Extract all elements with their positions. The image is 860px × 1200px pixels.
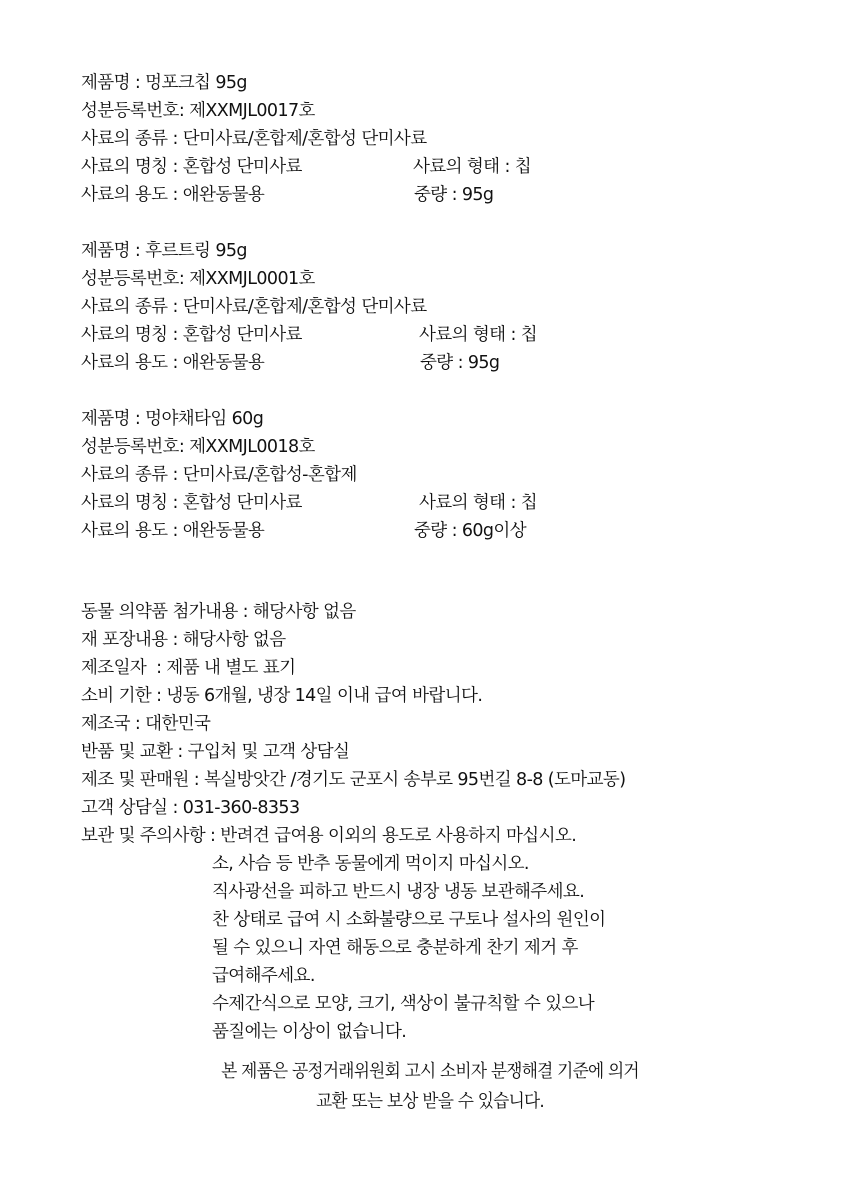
feed-use: 사료의 용도 : 애완동물용 [81, 353, 265, 373]
feed-title: 사료의 명칭 : 혼합성 단미사료 [81, 157, 302, 177]
notice-line: 교환 또는 보상 받을 수 있습니다. [315, 1091, 545, 1112]
product-name: 제품명 : 멍야채타임 60g [81, 409, 264, 429]
manufacturer-address: 제조 및 판매원 : 복실방앗간 /경기도 군포시 송부로 95번길 8-8 (도마교동) [81, 770, 626, 790]
product-name: 제품명 : 후르트링 95g [81, 241, 247, 261]
storage-cautions-heading: 보관 및 주의사항 : 반려견 급여용 이외의 용도로 사용하지 마십시오. [81, 826, 577, 846]
feed-form: 사료의 형태 : 칩 [419, 325, 538, 345]
caution-item: 찬 상태로 급여 시 소화불량으로 구토나 설사의 원인이 [212, 910, 606, 930]
feed-use: 사료의 용도 : 애완동물용 [81, 185, 265, 205]
feed-type: 사료의 종류 : 단미사료/혼합제/혼합성 단미사료 [81, 297, 427, 317]
net-weight: 중량 : 95g [420, 353, 500, 373]
feed-type: 사료의 종류 : 단미사료/혼합제/혼합성 단미사료 [81, 129, 427, 149]
net-weight: 중량 : 60g이상 [414, 521, 527, 541]
registration-number: 성분등록번호: 제XXMJL0001호 [81, 269, 315, 289]
caution-item: 수제간식으로 모양, 크기, 색상이 불규칙할 수 있으나 [212, 994, 595, 1014]
feed-form: 사료의 형태 : 칩 [413, 157, 532, 177]
returns-exchange: 반품 및 교환 : 구입처 및 고객 상담실 [81, 742, 350, 762]
registration-number: 성분등록번호: 제XXMJL0017호 [81, 101, 315, 121]
feed-form: 사료의 형태 : 칩 [419, 493, 538, 513]
product-name: 제품명 : 멍포크칩 95g [81, 73, 247, 93]
caution-item: 소, 사슴 등 반추 동물에게 먹이지 마십시오. [212, 854, 529, 874]
feed-title: 사료의 명칭 : 혼합성 단미사료 [81, 325, 302, 345]
notice-line: 본 제품은 공정거래위원회 고시 소비자 분쟁해결 기준에 의거 [221, 1061, 639, 1082]
veterinary-additives: 동물 의약품 첨가내용 : 해당사항 없음 [81, 602, 356, 622]
expiration-info: 소비 기한 : 냉동 6개월, 냉장 14일 이내 급여 바랍니다. [81, 686, 483, 706]
registration-number: 성분등록번호: 제XXMJL0018호 [81, 437, 315, 457]
customer-service-phone: 고객 상담실 : 031-360-8353 [81, 798, 300, 818]
feed-use: 사료의 용도 : 애완동물용 [81, 521, 265, 541]
caution-item: 급여해주세요. [212, 966, 315, 986]
caution-item: 품질에는 이상이 없습니다. [212, 1022, 407, 1042]
manufacture-date: 제조일자 : 제품 내 별도 표기 [81, 658, 296, 678]
caution-item: 직사광선을 피하고 반드시 냉장 냉동 보관해주세요. [212, 882, 585, 902]
repackaging-info: 재 포장내용 : 해당사항 없음 [81, 630, 286, 650]
country-of-origin: 제조국 : 대한민국 [81, 714, 211, 734]
feed-type: 사료의 종류 : 단미사료/혼합성-혼합제 [81, 465, 357, 485]
net-weight: 중량 : 95g [414, 185, 494, 205]
caution-item: 될 수 있으니 자연 해동으로 충분하게 찬기 제거 후 [212, 938, 578, 958]
feed-title: 사료의 명칭 : 혼합성 단미사료 [81, 493, 302, 513]
